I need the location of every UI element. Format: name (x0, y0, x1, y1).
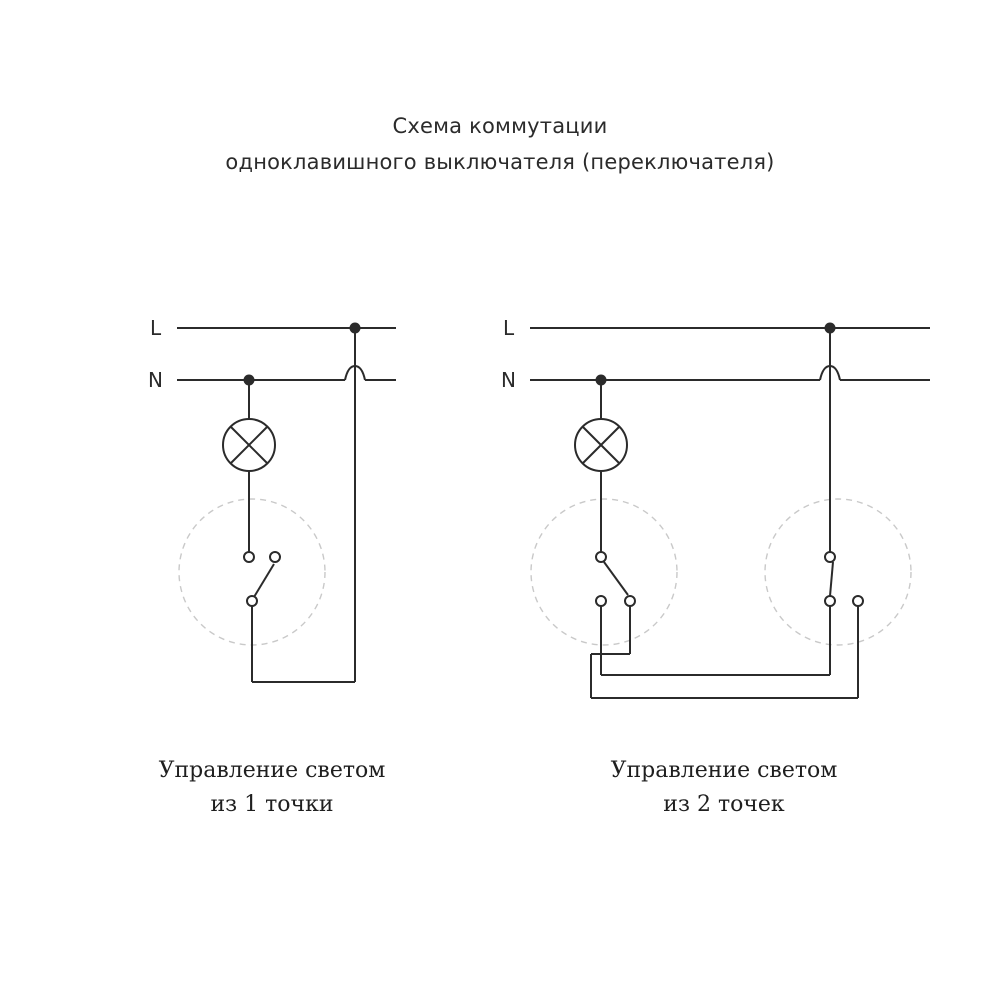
page-title-line-1: Схема коммутации (392, 114, 608, 138)
left-switch-terminal-1 (596, 596, 606, 606)
caption-right (524, 754, 924, 822)
left-switch-common-terminal (596, 552, 606, 562)
right-switch-terminal-1 (825, 596, 835, 606)
switch-terminal-top-right (270, 552, 280, 562)
left-switch-blade (604, 562, 628, 595)
label-neutral: N (148, 368, 163, 392)
right-switch-common-terminal (825, 552, 835, 562)
left-switch-terminal-2 (625, 596, 635, 606)
caption-left-line-1: Управление светом (158, 758, 386, 783)
switch-terminal-bottom (247, 596, 257, 606)
right-switch-terminal-2 (853, 596, 863, 606)
right-switch-blade (830, 562, 833, 596)
switch-blade (254, 564, 274, 597)
caption-right-line-2: из 2 точек (663, 792, 785, 817)
caption-right-line-1: Управление светом (610, 758, 838, 783)
switch-enclosure-dashed-circle-2 (765, 499, 911, 645)
label-neutral: N (501, 368, 516, 392)
diagram-right (501, 316, 930, 698)
diagram-left (148, 316, 396, 682)
lamp-symbol (223, 419, 275, 471)
label-live: L (150, 316, 162, 340)
caption-left-line-2: из 1 точки (210, 792, 334, 817)
caption-left (72, 754, 472, 822)
switch-terminal-top-left (244, 552, 254, 562)
page-title-line-2: одноклавишного выключателя (переключателя) (225, 150, 775, 174)
label-live: L (503, 316, 515, 340)
lamp-symbol (575, 419, 627, 471)
switch-enclosure-dashed-circle-1 (531, 499, 677, 645)
